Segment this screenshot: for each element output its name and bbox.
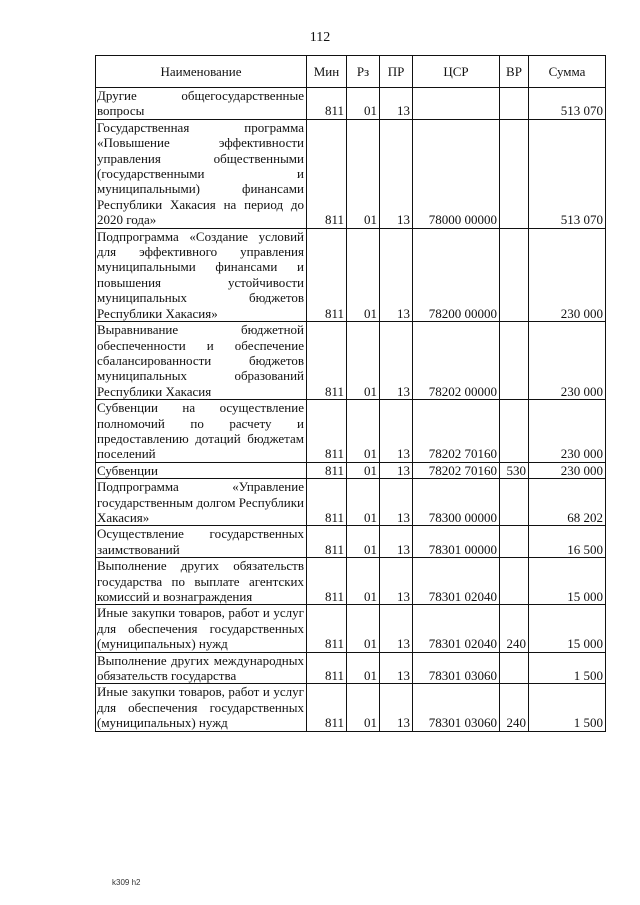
cell-rz: 01 [347, 228, 380, 321]
cell-min: 811 [307, 652, 347, 684]
cell-name: Подпрограмма «Управление государственным долгом Республики Хакасия» [96, 479, 307, 526]
table-row [96, 605, 606, 652]
page-number: 112 [309, 30, 331, 45]
cell-csr: 78200 00000 [413, 228, 500, 321]
cell-rz: 01 [347, 558, 380, 605]
table-row [96, 479, 606, 526]
table-body [96, 88, 606, 732]
cell-csr [413, 88, 500, 120]
cell-name: Другие общегосударственные вопросы [96, 88, 307, 120]
cell-sum: 16 500 [529, 526, 606, 558]
cell-vr [500, 652, 529, 684]
cell-pr: 13 [380, 605, 413, 652]
cell-min: 811 [307, 605, 347, 652]
table-header-row [96, 56, 606, 88]
table-row [96, 558, 606, 605]
header-name: Наименование [96, 56, 307, 88]
cell-rz: 01 [347, 526, 380, 558]
table-row [96, 652, 606, 684]
cell-rz: 01 [347, 652, 380, 684]
cell-pr: 13 [380, 652, 413, 684]
cell-pr: 13 [380, 228, 413, 321]
cell-rz: 01 [347, 119, 380, 228]
table-row [96, 228, 606, 321]
cell-min: 811 [307, 558, 347, 605]
cell-vr: 240 [500, 684, 529, 731]
footer-code: k309 h2 [112, 878, 141, 887]
cell-name: Выполнение других обязательств государства по выплате агентских комиссий и вознаграждения [96, 558, 307, 605]
cell-name: Выполнение других международных обязательств государства [96, 652, 307, 684]
cell-pr: 13 [380, 479, 413, 526]
cell-csr: 78301 00000 [413, 526, 500, 558]
header-rz: Рз [347, 56, 380, 88]
cell-rz: 01 [347, 684, 380, 731]
cell-csr: 78000 00000 [413, 119, 500, 228]
cell-pr: 13 [380, 322, 413, 400]
cell-sum: 1 500 [529, 652, 606, 684]
header-pr: ПР [380, 56, 413, 88]
cell-rz: 01 [347, 605, 380, 652]
cell-pr: 13 [380, 400, 413, 463]
cell-name: Субвенции [96, 462, 307, 478]
cell-sum: 1 500 [529, 684, 606, 731]
cell-sum: 230 000 [529, 462, 606, 478]
cell-rz: 01 [347, 462, 380, 478]
cell-name: Государственная программа «Повышение эффективности управления общественными (государственными и муниципальными) финансами Республики Хакасия на период до 2020 года» [96, 119, 307, 228]
table-row [96, 462, 606, 478]
budget-table [95, 55, 606, 732]
header-vr: ВР [500, 56, 529, 88]
cell-rz: 01 [347, 479, 380, 526]
header-csr: ЦСР [413, 56, 500, 88]
cell-pr: 13 [380, 684, 413, 731]
cell-sum: 15 000 [529, 558, 606, 605]
cell-name: Иные закупки товаров, работ и услуг для обеспечения государственных (муниципальных) нужд [96, 605, 307, 652]
cell-sum: 513 070 [529, 88, 606, 120]
cell-vr [500, 322, 529, 400]
cell-name: Осуществление государственных заимствований [96, 526, 307, 558]
cell-min: 811 [307, 684, 347, 731]
cell-min: 811 [307, 462, 347, 478]
cell-min: 811 [307, 526, 347, 558]
cell-min: 811 [307, 400, 347, 463]
cell-sum: 15 000 [529, 605, 606, 652]
cell-vr [500, 228, 529, 321]
cell-pr: 13 [380, 526, 413, 558]
cell-csr: 78301 03060 [413, 652, 500, 684]
table-row [96, 684, 606, 731]
cell-vr: 240 [500, 605, 529, 652]
cell-rz: 01 [347, 88, 380, 120]
cell-pr: 13 [380, 558, 413, 605]
table-row [96, 400, 606, 463]
cell-vr [500, 400, 529, 463]
cell-rz: 01 [347, 322, 380, 400]
cell-csr: 78202 70160 [413, 462, 500, 478]
cell-csr: 78301 02040 [413, 558, 500, 605]
cell-min: 811 [307, 119, 347, 228]
cell-vr [500, 119, 529, 228]
cell-rz: 01 [347, 400, 380, 463]
cell-sum: 513 070 [529, 119, 606, 228]
table-row [96, 119, 606, 228]
cell-vr: 530 [500, 462, 529, 478]
table-row [96, 88, 606, 120]
cell-csr: 78300 00000 [413, 479, 500, 526]
table-row [96, 526, 606, 558]
cell-sum: 230 000 [529, 228, 606, 321]
cell-name: Иные закупки товаров, работ и услуг для обеспечения государственных (муниципальных) нужд [96, 684, 307, 731]
cell-sum: 230 000 [529, 322, 606, 400]
header-min: Мин [307, 56, 347, 88]
cell-min: 811 [307, 322, 347, 400]
cell-vr [500, 558, 529, 605]
cell-vr [500, 479, 529, 526]
cell-csr: 78301 03060 [413, 684, 500, 731]
cell-vr [500, 526, 529, 558]
cell-min: 811 [307, 228, 347, 321]
table-row [96, 322, 606, 400]
cell-sum: 68 202 [529, 479, 606, 526]
cell-name: Субвенции на осуществление полномочий по расчету и предоставлению дотаций бюджетам поселений [96, 400, 307, 463]
cell-pr: 13 [380, 88, 413, 120]
cell-name: Выравнивание бюджетной обеспеченности и обеспечение сбалансированности бюджетов муниципальных образований Республики Хакасия [96, 322, 307, 400]
cell-csr: 78202 70160 [413, 400, 500, 463]
cell-csr: 78202 00000 [413, 322, 500, 400]
cell-pr: 13 [380, 462, 413, 478]
cell-pr: 13 [380, 119, 413, 228]
cell-csr: 78301 02040 [413, 605, 500, 652]
cell-min: 811 [307, 88, 347, 120]
header-sum: Сумма [529, 56, 606, 88]
cell-name: Подпрограмма «Создание условий для эффективного управления муниципальными финансами и повышения устойчивости муниципальных бюджетов Республики Хакасия» [96, 228, 307, 321]
cell-vr [500, 88, 529, 120]
cell-min: 811 [307, 479, 347, 526]
cell-sum: 230 000 [529, 400, 606, 463]
